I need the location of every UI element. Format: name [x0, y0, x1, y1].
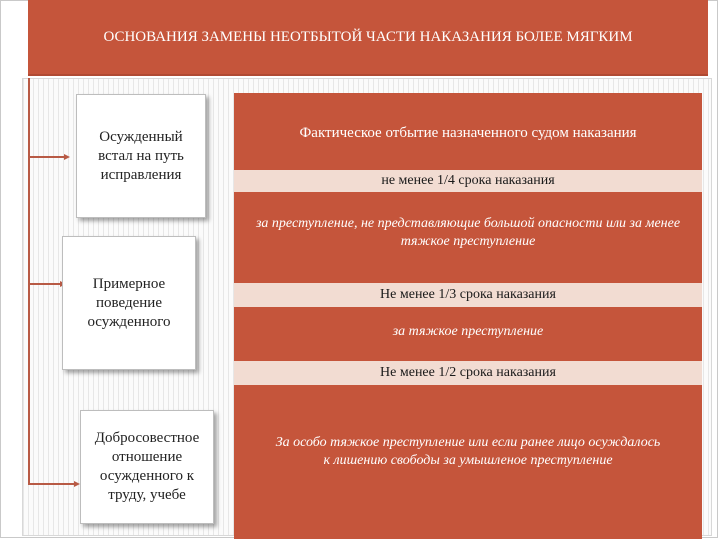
connector-branch-3: [28, 483, 76, 485]
crime-minor: за преступление, не представляющие большой опасности или за менее тяжкое преступление: [255, 216, 681, 249]
condition-reform: Осужденный встал на путь исправления: [76, 94, 206, 218]
panel-header: Фактическое отбытие назначенного судом наказания: [299, 125, 637, 141]
crime-grave: за тяжкое преступление: [392, 324, 544, 339]
crime-especially-grave: За особо тяжкое преступление или если ранее лицо осуждалось к лишению свободы за умышленое преступление: [275, 435, 661, 468]
connector-arrow-1: [64, 154, 70, 160]
connector-trunk: [28, 78, 30, 484]
condition-behavior: Примерное поведение осужденного: [62, 236, 196, 370]
connector-branch-1: [28, 156, 66, 158]
term-quarter: не менее 1/4 срока наказания: [234, 170, 702, 192]
term-third: Не менее 1/3 срока наказания: [234, 283, 702, 307]
connector-branch-2: [28, 283, 62, 285]
slide-title: ОСНОВАНИЯ ЗАМЕНЫ НЕОТБЫТОЙ ЧАСТИ НАКАЗАНИЯ БОЛЕЕ МЯГКИМ: [28, 0, 708, 76]
term-half: Не менее 1/2 срока наказания: [234, 361, 702, 385]
condition-labor: Добросовестное отношение осужденного к труду, учебе: [80, 410, 214, 524]
